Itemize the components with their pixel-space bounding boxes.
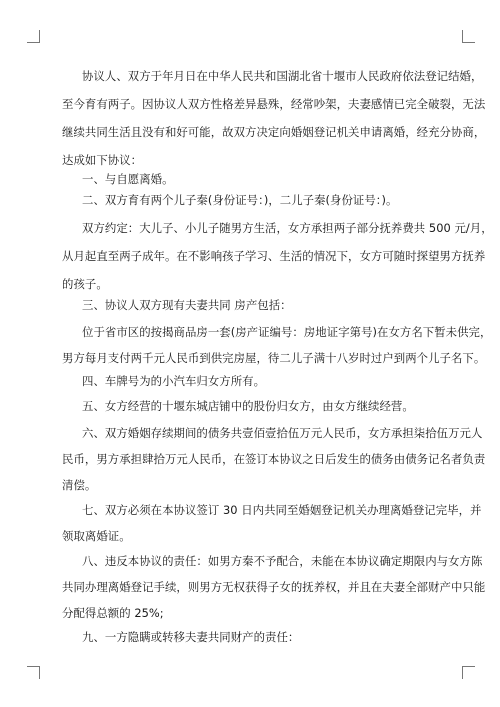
paragraph-line: 共同办理离婚登记手续，则男方无权获得子女的抚养权，并且在夫妻全部财产中只能 <box>62 580 486 594</box>
paragraph-line: 八、违反本协议的责任：如男方秦不予配合，未能在本协议确定期限内与女方陈 <box>82 554 483 568</box>
crop-mark-top-left <box>27 30 40 43</box>
paragraph-line: 协议人、双方于年月日在中华人民共和国湖北省十堰市人民政府依法登记结婚， <box>82 69 483 83</box>
crop-mark-top-right <box>462 30 475 43</box>
paragraph-line: 分配得总额的 25%; <box>62 606 164 620</box>
crop-mark-bottom-left <box>27 666 40 679</box>
paragraph-line: 从月起直至两子成年。在不影响孩子学习、生活的情况下，女方可随时探望男方抚养 <box>62 249 486 263</box>
paragraph-line: 六、双方婚姻存续期间的债务共壹佰壹拾伍万元人民币，女方承担柒拾伍万元人 <box>82 426 483 440</box>
paragraph-line: 男方每月支付两千元人民币到供完房屋，待二儿子满十八岁时过户到两个儿子名下。 <box>62 351 486 365</box>
paragraph-line: 九、一方隐瞒或转移夫妻共同财产的责任： <box>82 630 300 644</box>
paragraph-line: 五、女方经营的十堰东城店铺中的股份归女方，由女方继续经营。 <box>82 399 414 413</box>
paragraph-line: 至今育有两子。因协议人双方性格差异悬殊，经常吵架，夫妻感情已完全破裂，无法 <box>62 97 486 111</box>
paragraph-line: 四、车牌号为的小汽车归女方所有。 <box>82 374 266 388</box>
paragraph-line: 三、协议人双方现有夫妻共同 房产包括： <box>82 298 292 312</box>
paragraph-line: 二、双方育有两个儿子秦(身份证号：)，二儿子秦(身份证号：)。 <box>82 193 398 207</box>
paragraph-line: 领取离婚证。 <box>62 529 131 543</box>
paragraph-line: 一、与自愿离婚。 <box>82 172 174 186</box>
paragraph-line: 达成如下协议： <box>62 153 143 167</box>
paragraph-line: 继续共同生活且没有和好可能，故双方决定向婚姻登记机关申请离婚，经充分协商， <box>62 125 486 139</box>
crop-mark-bottom-right <box>462 666 475 679</box>
paragraph-line: 双方约定：大儿子、小儿子随男方生活，女方承担两子部分抚养费共 500 元/月， <box>82 221 493 235</box>
paragraph-line: 的孩子。 <box>62 277 108 291</box>
paragraph-line: 七、双方必须在本协议签订 30 日内共同至婚姻登记机关办理离婚登记完毕，并 <box>82 503 482 517</box>
paragraph-line: 民币，男方承担肆拾万元人民币，在签订本协议之日后发生的债务由债务记名者负责 <box>62 452 486 466</box>
paragraph-line: 清偿。 <box>62 478 97 492</box>
paragraph-line: 位于省市区的按揭商品房一套(房产证编号：房地证字第号)在女方名下暂未供完， <box>82 325 492 339</box>
